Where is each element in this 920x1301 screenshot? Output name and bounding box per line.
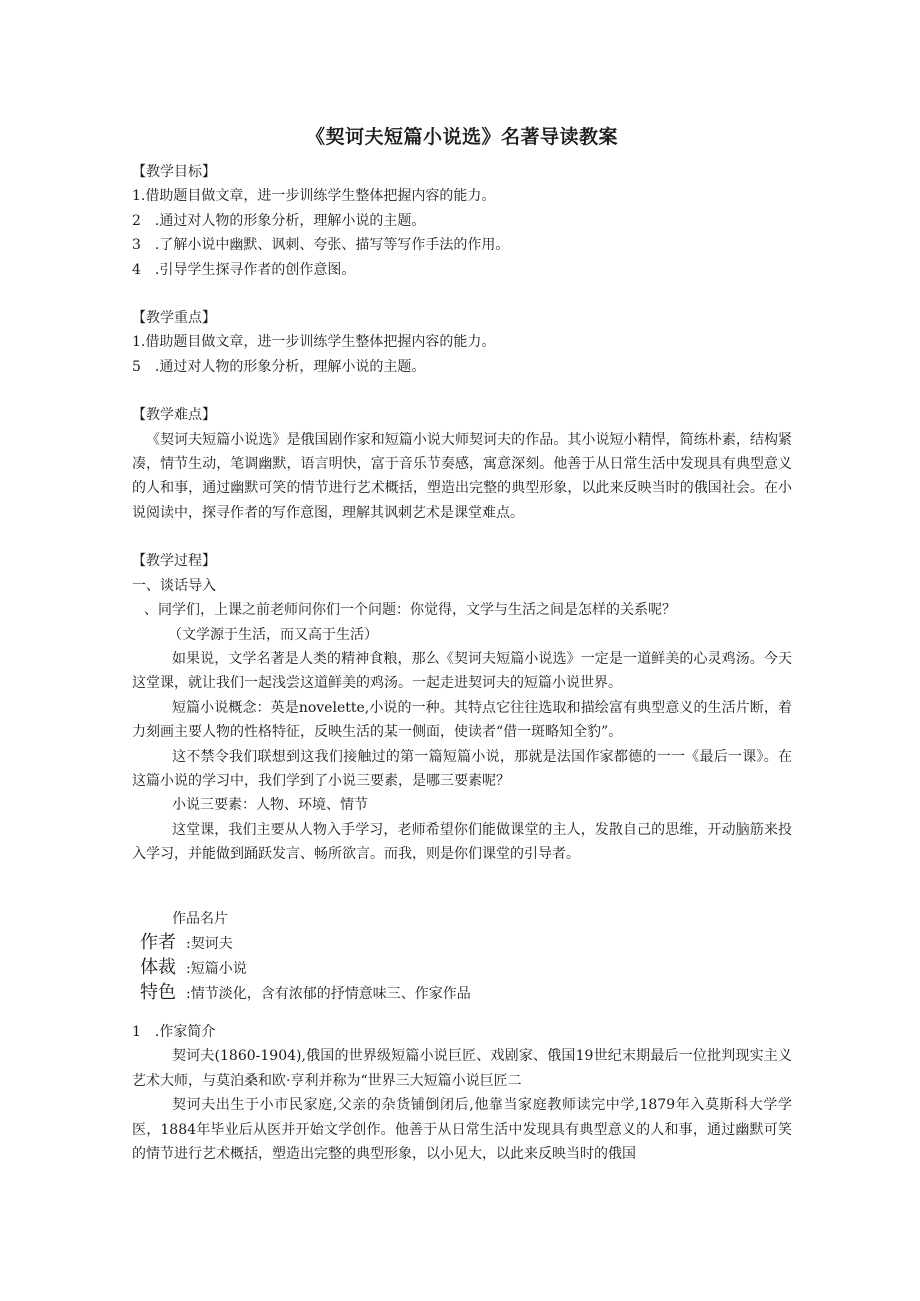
document-page: [132, 120, 792, 1166]
work-card: [132, 907, 792, 1006]
section-heading: 【教学难点】: [132, 407, 216, 424]
paragraph: 契诃夫出生于小市民家庭,父亲的杂货铺倒闭后,他靠当家庭教师读完中学,1879年入莫斯科大学学医，1884年毕业后从医并开始文学创作。他善于从日常生活中发现具有典型意义的人和事，通过幽默可笑的情节进行艺术概括，塑造出完整的典型形象，以小见大，以此来反映当时的俄国: [132, 1097, 792, 1162]
section-heading: 【教学目标】: [132, 164, 216, 180]
paragraph: 小说三要素：人物、环境、情节: [172, 797, 368, 814]
teaching-goals-section: [132, 160, 792, 282]
card-row-feature: 特色 : 情节淡化，含有浓郁的抒情意味三、作家作品: [132, 981, 792, 1006]
list-item: 4 .引导学生探寻作者的创作意图。: [132, 261, 356, 278]
paragraph: 这不禁令我们联想到这我们接触过的第一篇短篇小说，那就是法国作家都德的一一《最后一课》。在这篇小说的学习中，我们学到了小说三要素，是哪三要素呢？: [132, 748, 792, 789]
card-value: 契诃夫: [190, 935, 233, 952]
list-item: 1.借助题目做文章，进一步训练学生整体把握内容的能力。: [132, 188, 496, 205]
subsection-heading: 一、谈话导入: [132, 577, 216, 594]
section-heading: 【教学重点】: [132, 310, 216, 327]
paragraph: 这堂课，我们主要从人物入手学习，老师希望你们能做课堂的主人，发散自己的思维，开动脑筋来投入学习，并能做到踊跃发言、畅所欲言。而我，则是你们课堂的引导者。: [132, 821, 792, 863]
paragraph: 如果说，文学名著是人类的精神食粮，那么《契诃夫短篇小说选》一定是一道鲜美的心灵鸡汤。今天这堂课，就让我们一起浅尝这道鲜美的鸡汤。一起走进契诃夫的短篇小说世界。: [132, 650, 792, 692]
list-item: 1.借助题目做文章，进一步训练学生整体把握内容的能力。: [132, 334, 496, 351]
card-key: 特色: [140, 981, 176, 1003]
teaching-process-section: [132, 549, 792, 866]
card-key: 作者: [140, 931, 176, 953]
difficulties-section: [132, 403, 792, 525]
answer-text: （文学源于生活，而又高于生活）: [168, 626, 378, 643]
list-item: 3 .了解小说中幽默、讽刺、夸张、描写等写作手法的作用。: [132, 237, 510, 254]
card-row-author: 作者 : 契诃夫: [132, 931, 792, 956]
author-intro-section: [132, 1020, 792, 1166]
card-value: 情节淡化，含有浓郁的抒情意味三、作家作品: [190, 985, 471, 1002]
section-heading: 【教学过程】: [132, 553, 216, 570]
paragraph: 契诃夫(1860-1904),俄国的世界级短篇小说巨匠、戏剧家、俄国19世纪末期最后一位批判现实主义艺术大师，与莫泊桑和欧·亨利并称为“世界三大短篇小说巨匠二: [132, 1048, 792, 1089]
list-item: 2 .通过对人物的形象分析，理解小说的主题。: [132, 212, 426, 229]
paragraph: 《契诃夫短篇小说选》是俄国剧作家和短篇小说大师契诃夫的作品。其小说短小精悍，简练朴素，结构紧凑，情节生动，笔调幽默，语言明快，富于音乐节奏感，寓意深刻。他善于从日常生活中发现具有典型意义的人和事，通过幽默可笑的情节进行艺术概括，塑造出完整的典型形象，以此来反映当时的俄国社会。在小说阅读中，探寻作者的写作意图，理解其讽刺艺术是课堂难点。: [132, 431, 792, 521]
subsection-heading: 1 .作家简介: [132, 1023, 216, 1040]
question-text: 、同学们，上课之前老师问你们一个问题：你觉得，文学与生活之间是怎样的关系呢？: [144, 602, 676, 619]
list-item: 5 .通过对人物的形象分析，理解小说的主题。: [132, 358, 426, 375]
card-key: 体裁: [140, 956, 176, 978]
card-row-genre: 体裁 : 短篇小说: [132, 956, 792, 981]
key-points-section: [132, 306, 792, 379]
card-title: 作品名片: [172, 910, 228, 927]
paragraph: 短篇小说概念：英是novelette,小说的一种。其特点它往往选取和描绘富有典型意义的生活片断，着力刻画主要人物的性格特征，反映生活的某一侧面，使读者“借一斑略知全豹”。: [132, 699, 792, 741]
card-value: 短篇小说: [190, 960, 247, 977]
document-title: 《契诃夫短篇小说选》名著导读教案: [305, 126, 618, 148]
